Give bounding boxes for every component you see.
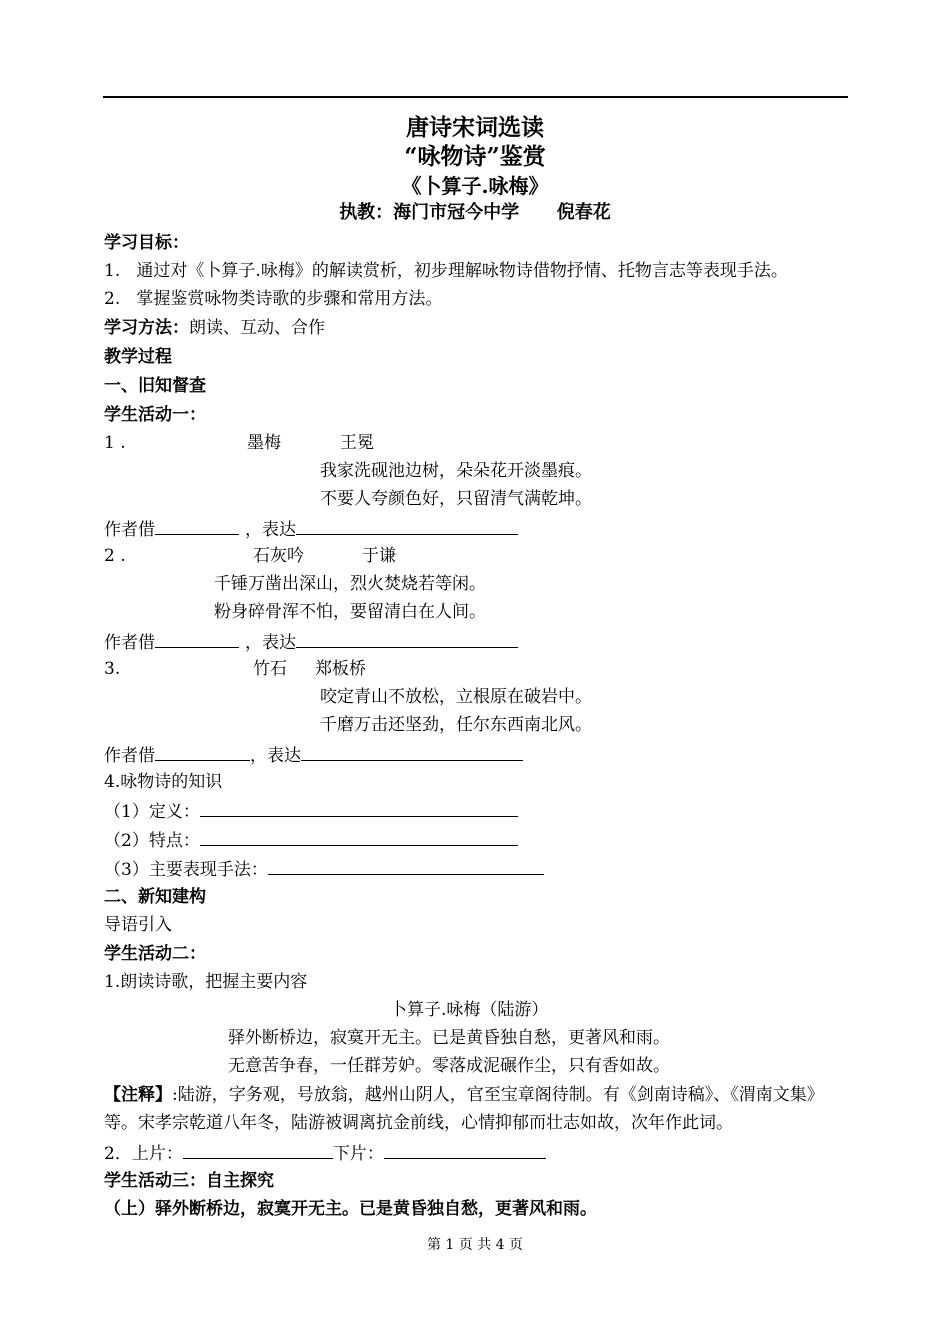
poem1-title: 墨梅 — [247, 433, 281, 453]
method-text: 朗读、互动、合作 — [189, 318, 325, 338]
section2-heading: 二、新知建构 — [104, 887, 206, 907]
objectives-heading: 学习目标： — [104, 233, 189, 253]
blank-1b[interactable] — [296, 517, 518, 535]
definition-blank[interactable] — [200, 799, 518, 817]
note-line2: 等。宋孝宗乾道八年冬，陆游被调离抗金前线，心情抑郁而壮志如故，次年作此词。 — [104, 1113, 733, 1133]
blank-3a[interactable] — [155, 743, 250, 761]
fill-label-b: ，表达 — [245, 633, 296, 653]
poem1-line1: 我家洗砚池边树，朵朵花开淡墨痕。 — [320, 461, 592, 481]
poem2-author: 于谦 — [362, 546, 396, 566]
method-line — [104, 317, 325, 339]
poem-title: 卜算子.咏梅（陆游） — [390, 1000, 549, 1020]
knowledge-techniques — [104, 857, 544, 881]
poem2-line1: 千锤万凿出深山，烈火焚烧若等闲。 — [214, 574, 486, 594]
method-label: 学习方法： — [104, 318, 189, 338]
fill-label-a: 作者借 — [104, 520, 155, 540]
note-line1 — [104, 1084, 824, 1106]
poem2-line2: 粉身碎骨浑不怕，要留清白在人间。 — [214, 602, 486, 622]
task1-line: 1.朗读诗歌，把握主要内容 — [104, 972, 308, 992]
objective-2: 2. 掌握鉴赏咏物类诗歌的步骤和常用方法。 — [104, 289, 443, 309]
activity2-heading: 学生活动二： — [104, 944, 206, 964]
blank-1a[interactable] — [155, 517, 239, 535]
upper-blank[interactable] — [183, 1141, 333, 1159]
poem3-line1: 咬定青山不放松，立根原在破岩中。 — [320, 687, 592, 707]
teacher-line: 执教：海门市冠今中学 倪春花 — [339, 202, 611, 223]
task2-label-a: 2．上片： — [104, 1144, 183, 1164]
knowledge-heading: 4.咏物诗的知识 — [104, 772, 223, 792]
process-heading: 教学过程 — [104, 347, 172, 367]
fill-label-a: 作者借 — [104, 633, 155, 653]
intro-line: 导语引入 — [104, 915, 172, 935]
blank-3b[interactable] — [301, 743, 523, 761]
objective-1: 1. 通过对《卜算子.咏梅》的解读赏析，初步理解咏物诗借物抒情、托物言志等表现手法。 — [104, 261, 788, 281]
features-blank[interactable] — [200, 828, 518, 846]
doc-title: 唐诗宋词选读 — [406, 114, 544, 141]
upper-stanza: （上）驿外断桥边，寂寞开无主。已是黄昏独自愁，更著风和雨。 — [104, 1199, 597, 1219]
fill-label-b: ，表达 — [250, 746, 301, 766]
note-text1: :陆游，字务观，号放翁，越州山阴人，官至宝章阁待制。有《剑南诗稿》、《渭南文集》 — [172, 1085, 824, 1105]
poem-title-heading: 《卜算子.咏梅》 — [401, 174, 549, 198]
poem1-line2: 不要人夸颜色好，只留清气满乾坤。 — [320, 489, 592, 509]
poem3-number: 3. — [104, 659, 121, 679]
lower-blank[interactable] — [384, 1141, 546, 1159]
poem-line1: 驿外断桥边，寂寞开无主。已是黄昏独自愁，更著风和雨。 — [228, 1028, 670, 1048]
poem1-author: 王冕 — [340, 433, 374, 453]
techniques-blank[interactable] — [268, 857, 544, 875]
section1-heading: 一、旧知督查 — [104, 376, 206, 396]
definition-label: （1）定义： — [104, 802, 200, 822]
activity3-heading: 学生活动三：自主探究 — [104, 1171, 274, 1191]
poem2-number: 2 . — [104, 546, 126, 566]
poem3-author: 郑板桥 — [315, 659, 366, 679]
header-rule — [103, 96, 848, 98]
poem3-line2: 千磨万击还坚劲，任尔东西南北风。 — [320, 715, 592, 735]
fill-line-2 — [104, 630, 518, 654]
activity1-heading: 学生活动一： — [104, 405, 206, 425]
knowledge-features — [104, 828, 518, 852]
fill-line-3 — [104, 743, 523, 767]
note-label: 【注释】 — [104, 1085, 172, 1105]
task2-label-b: 下片： — [332, 1144, 384, 1164]
poem3-title: 竹石 — [253, 659, 287, 679]
page-footer: 第 1 页 共 4 页 — [426, 1237, 524, 1253]
poem2-title: 石灰吟 — [253, 546, 304, 566]
features-label: （2）特点： — [104, 831, 200, 851]
blank-2b[interactable] — [296, 630, 518, 648]
techniques-label: （3）主要表现手法： — [104, 860, 268, 880]
blank-2a[interactable] — [155, 630, 239, 648]
fill-label-b: ，表达 — [245, 520, 296, 540]
doc-subtitle: “咏物诗”鉴赏 — [404, 143, 546, 170]
fill-line-1 — [104, 517, 518, 541]
task2-line — [104, 1141, 546, 1165]
fill-label-a: 作者借 — [104, 746, 155, 766]
poem1-number: 1 . — [104, 433, 126, 453]
poem-line2: 无意苦争春，一任群芳妒。零落成泥碾作尘，只有香如故。 — [228, 1056, 670, 1076]
knowledge-definition — [104, 799, 518, 823]
